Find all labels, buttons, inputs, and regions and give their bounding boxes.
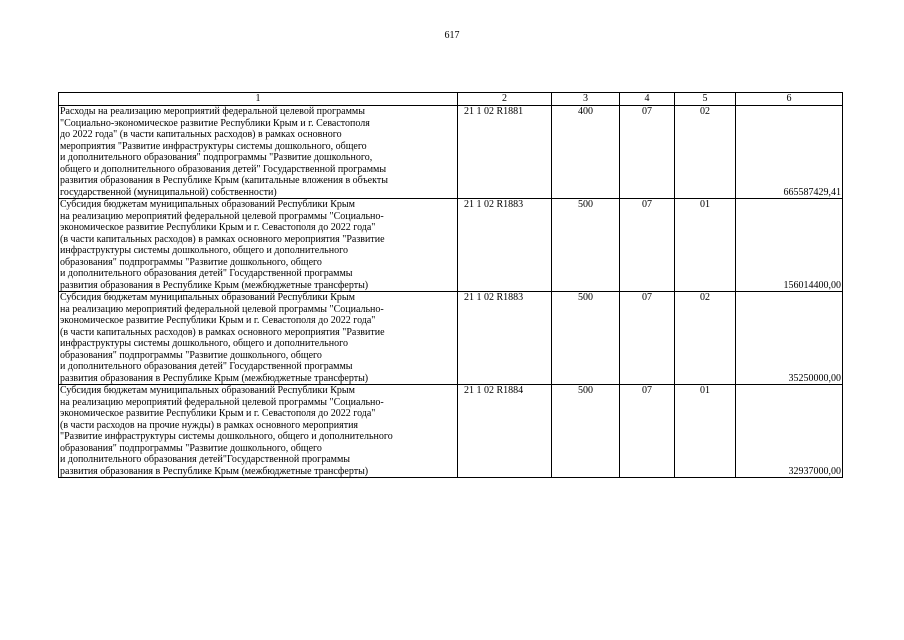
column-header: 2	[458, 93, 552, 106]
row-subsection: 01	[675, 199, 736, 292]
column-header: 6	[736, 93, 843, 106]
row-subsection: 02	[675, 292, 736, 385]
row-amount: 35250000,00	[736, 292, 843, 385]
row-section: 07	[620, 385, 675, 478]
table-row	[59, 292, 843, 385]
budget-table	[58, 92, 843, 478]
row-expense-type: 500	[552, 292, 620, 385]
row-amount: 32937000,00	[736, 385, 843, 478]
row-section: 07	[620, 199, 675, 292]
row-description: Субсидия бюджетам муниципальных образований Республики Крым на реализацию мероприятий федеральной целевой программы "Социально- экономическое развитие Республики Крым и г. Севастополя до 2022 года" (в части расходов на прочие нужды) в рамках основного мероприятия "Развитие инфраструктуры системы дошкольного, общего и дополнительного образования" подпрограммы "Развитие дошкольного, общего и дополнительного образования детей"Государственной программы развития образования в Республике Крым (межбюджетные трансферты)	[59, 385, 458, 478]
row-section: 07	[620, 106, 675, 199]
page-number: 617	[444, 30, 460, 41]
row-target-code: 21 1 02 R1884	[458, 385, 552, 478]
row-description: Субсидия бюджетам муниципальных образований Республики Крым на реализацию мероприятий федеральной целевой программы "Социально- экономическое развитие Республики Крым и г. Севастополя до 2022 года" (в части капитальных расходов) в рамках основного мероприятия "Развитие инфраструктуры системы дошкольного, общего и дополнительного образования" подпрограммы "Развитие дошкольного, общего и дополнительного образования детей" Государственной программы развития образования в Республике Крым (межбюджетные трансферты)	[59, 292, 458, 385]
row-expense-type: 400	[552, 106, 620, 199]
row-amount: 156014400,00	[736, 199, 843, 292]
row-target-code: 21 1 02 R1883	[458, 292, 552, 385]
row-target-code: 21 1 02 R1881	[458, 106, 552, 199]
row-subsection: 02	[675, 106, 736, 199]
column-header: 5	[675, 93, 736, 106]
table-header-row	[59, 93, 843, 106]
row-target-code: 21 1 02 R1883	[458, 199, 552, 292]
column-header: 1	[59, 93, 458, 106]
column-header: 3	[552, 93, 620, 106]
row-section: 07	[620, 292, 675, 385]
row-subsection: 01	[675, 385, 736, 478]
row-expense-type: 500	[552, 385, 620, 478]
table-row	[59, 199, 843, 292]
column-header: 4	[620, 93, 675, 106]
row-expense-type: 500	[552, 199, 620, 292]
table-row	[59, 385, 843, 478]
row-amount: 665587429,41	[736, 106, 843, 199]
table-row	[59, 106, 843, 199]
row-description: Субсидия бюджетам муниципальных образований Республики Крым на реализацию мероприятий федеральной целевой программы "Социально- экономическое развитие Республики Крым и г. Севастополя до 2022 года" (в части капитальных расходов) в рамках основного мероприятия "Развитие инфраструктуры системы дошкольного, общего и дополнительного образования" подпрограммы "Развитие дошкольного, общего и дополнительного образования детей" Государственной программы развития образования в Республике Крым (межбюджетные трансферты)	[59, 199, 458, 292]
row-description: Расходы на реализацию мероприятий федеральной целевой программы "Социально-экономическое развитие Республики Крым и г. Севастополя до 2022 года" (в части капитальных расходов) в рамках основного мероприятия "Развитие инфраструктуры системы дошкольного, общего и дополнительного образования" подпрограммы "Развитие дошкольного, общего и дополнительного образования детей" Государственной программы развития образования в Республике Крым (капитальные вложения в объекты государственной (муниципальной) собственности)	[59, 106, 458, 199]
